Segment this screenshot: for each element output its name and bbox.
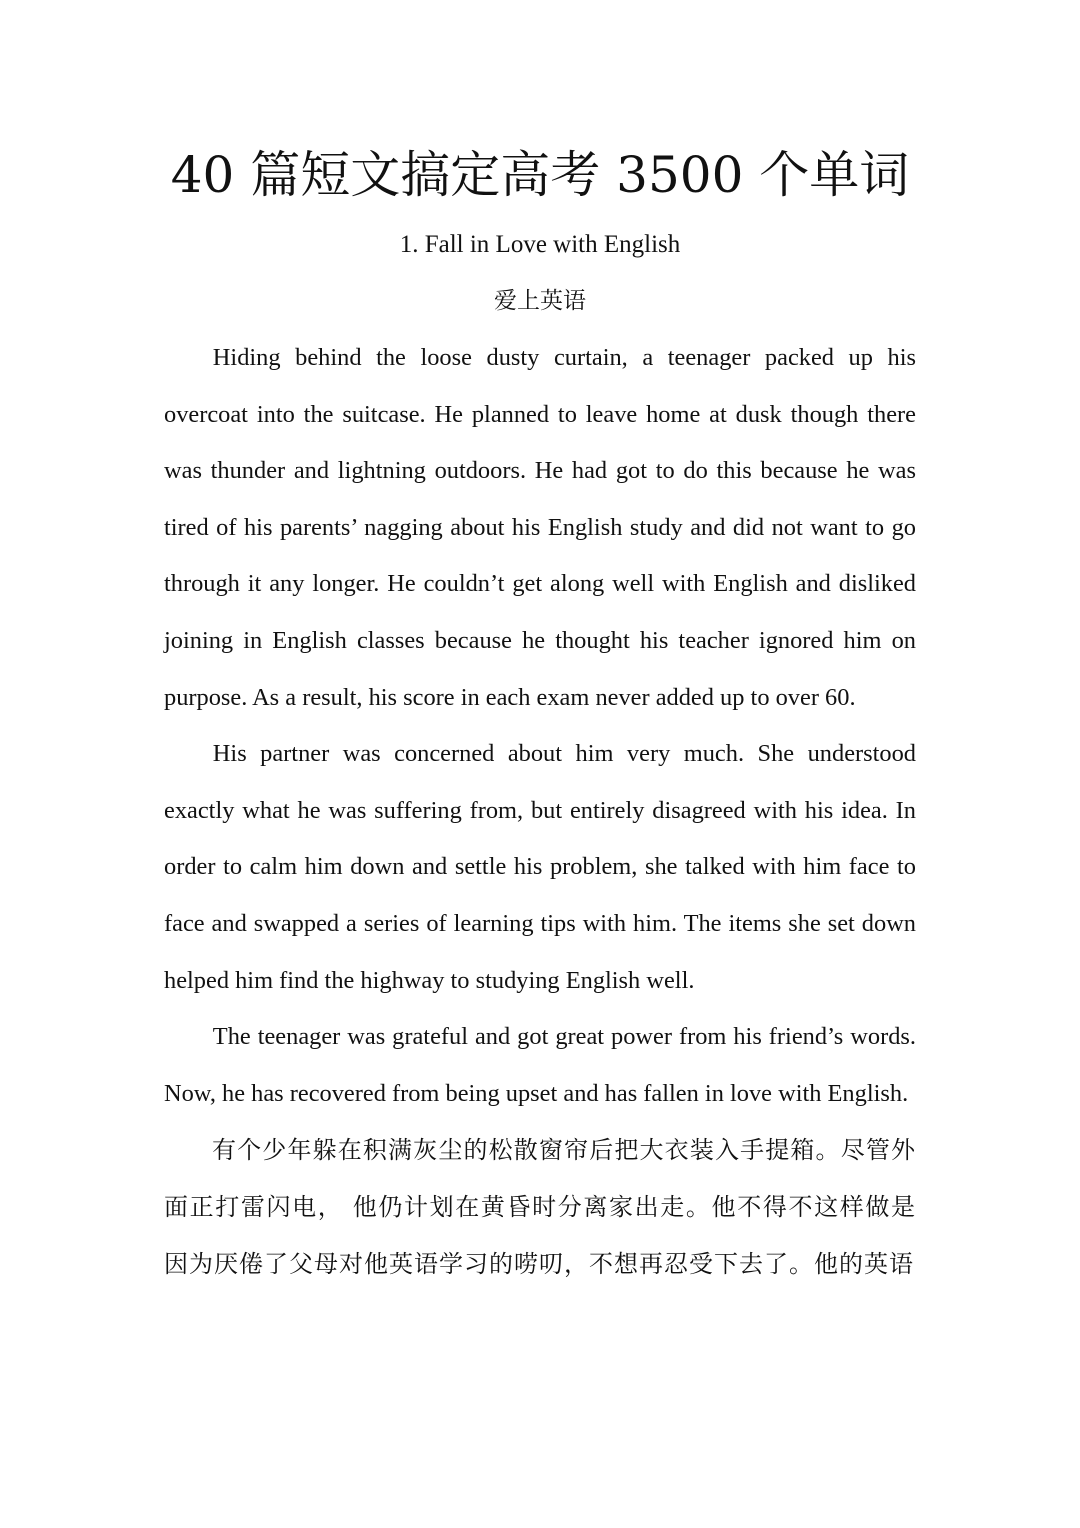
- paragraph-1: Hiding behind the loose dusty curtain, a teenager packed up his overcoat into the suitcase. He planned to leave home at dusk though there was thunder and lightning outdoors. He had got to do this because he was tired of his parents’ nagging about his English study and did not want to go through it any longer. He couldn’t get along well with English and disliked joining in English classes because he thought his teacher ignored him on purpose. As a result, his score in each exam never added up to over 60.: [164, 344, 916, 711]
- article-title-chinese: 爱上英语: [494, 288, 586, 314]
- paragraph-3: The teenager was grateful and got great power from his friend’s words. Now, he has recovered from being upset and has fallen in love with English.: [164, 1023, 916, 1107]
- document-title: 40 篇短文搞定高考 3500 个单词: [170, 146, 910, 204]
- article-body: [164, 330, 916, 1292]
- paragraph-2: His partner was concerned about him very much. She understood exactly what he was suffering from, but entirely disagreed with his idea. In order to calm him down and settle his problem, she talked with him face to face and swapped a series of learning tips with him. The items she set down helped him find the highway to studying English well.: [164, 740, 916, 994]
- paragraph-chinese-translation: 有个少年躲在积满灰尘的松散窗帘后把大衣装入手提箱。尽管外面正打雷闪电， 他仍计划在黄昏时分离家出走。他不得不这样做是因为厌倦了父母对他英语学习的唠叨，不想再忍受下去了。他的英语: [164, 1136, 916, 1278]
- article-title: 1. Fall in Love with English: [399, 231, 681, 258]
